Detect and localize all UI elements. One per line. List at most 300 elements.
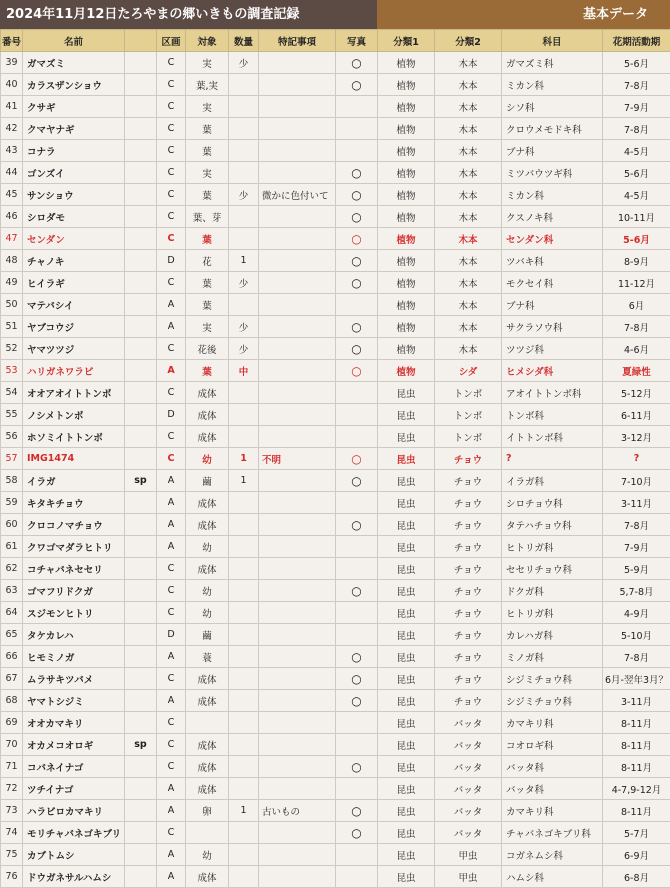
table-row	[1, 448, 670, 470]
cell-cat1: 昆虫	[378, 668, 435, 690]
cell-family: コオロギ科	[502, 734, 603, 756]
cell-area: C	[157, 206, 186, 228]
cell-area: A	[157, 646, 186, 668]
cell-note	[259, 404, 336, 426]
cell-photo: ○	[336, 228, 378, 250]
cell-cat2: 木本	[435, 96, 502, 118]
cell-target: 成体	[186, 514, 229, 536]
cell-area: C	[157, 448, 186, 470]
cell-sp	[125, 140, 157, 162]
cell-area: A	[157, 778, 186, 800]
cell-area: C	[157, 426, 186, 448]
cell-family: ハムシ科	[502, 866, 603, 888]
cell-name: クロコノマチョウ	[23, 514, 125, 536]
cell-season: 7-8月	[603, 646, 670, 668]
cell-family: ツバキ科	[502, 250, 603, 272]
cell-sp: sp	[125, 734, 157, 756]
cell-photo	[336, 382, 378, 404]
cell-name: キタキチョウ	[23, 492, 125, 514]
cell-note	[259, 492, 336, 514]
cell-cat2: チョウ	[435, 690, 502, 712]
cell-note	[259, 162, 336, 184]
cell-note	[259, 756, 336, 778]
cell-target: 実	[186, 96, 229, 118]
cell-target: 葉,実	[186, 74, 229, 96]
table-row	[1, 624, 670, 646]
table-row	[1, 426, 670, 448]
table-row	[1, 712, 670, 734]
col-header-sp	[125, 30, 157, 52]
cell-note	[259, 602, 336, 624]
cell-note	[259, 426, 336, 448]
cell-family: バッタ科	[502, 778, 603, 800]
cell-name: ハリガネワラビ	[23, 360, 125, 382]
cell-name: マテバシイ	[23, 294, 125, 316]
cell-photo: ○	[336, 756, 378, 778]
cell-area: A	[157, 800, 186, 822]
cell-area: A	[157, 866, 186, 888]
cell-note	[259, 206, 336, 228]
cell-name: ノシメトンボ	[23, 404, 125, 426]
cell-name: ガマズミ	[23, 52, 125, 74]
cell-area: A	[157, 514, 186, 536]
cell-season: 3-11月	[603, 690, 670, 712]
cell-note	[259, 844, 336, 866]
cell-area: A	[157, 492, 186, 514]
cell-no: 51	[1, 316, 23, 338]
cell-family: サクラソウ科	[502, 316, 603, 338]
cell-note	[259, 74, 336, 96]
cell-name: ツチイナゴ	[23, 778, 125, 800]
cell-qty	[229, 514, 259, 536]
cell-qty: 少	[229, 316, 259, 338]
cell-note	[259, 470, 336, 492]
cell-cat2: バッタ	[435, 822, 502, 844]
cell-name: ゴマフリドクガ	[23, 580, 125, 602]
cell-target	[186, 712, 229, 734]
cell-family: カレハガ科	[502, 624, 603, 646]
cell-cat2: バッタ	[435, 712, 502, 734]
cell-photo	[336, 140, 378, 162]
cell-photo	[336, 624, 378, 646]
cell-note	[259, 866, 336, 888]
cell-area: C	[157, 228, 186, 250]
cell-cat1: 植物	[378, 52, 435, 74]
cell-sp	[125, 118, 157, 140]
cell-season: 5-9月	[603, 558, 670, 580]
cell-target	[186, 822, 229, 844]
cell-area: A	[157, 470, 186, 492]
cell-season: 5-6月	[603, 228, 670, 250]
cell-qty	[229, 382, 259, 404]
cell-name: ムラサキツバメ	[23, 668, 125, 690]
cell-qty	[229, 690, 259, 712]
cell-cat1: 植物	[378, 228, 435, 250]
cell-sp	[125, 360, 157, 382]
cell-target: 幼	[186, 844, 229, 866]
cell-note	[259, 140, 336, 162]
cell-sp	[125, 404, 157, 426]
cell-family: シジミチョウ科	[502, 690, 603, 712]
cell-qty	[229, 118, 259, 140]
cell-target: 成体	[186, 734, 229, 756]
cell-cat1: 植物	[378, 360, 435, 382]
cell-cat1: 昆虫	[378, 822, 435, 844]
cell-no: 49	[1, 272, 23, 294]
cell-cat2: 木本	[435, 52, 502, 74]
table-row	[1, 580, 670, 602]
cell-name: ホソミイトトンボ	[23, 426, 125, 448]
cell-area: C	[157, 580, 186, 602]
cell-area: C	[157, 338, 186, 360]
cell-sp	[125, 250, 157, 272]
cell-qty: 1	[229, 800, 259, 822]
col-header-note: 特記事項	[259, 30, 336, 52]
cell-target: 実	[186, 52, 229, 74]
cell-no: 54	[1, 382, 23, 404]
cell-season: 8-11月	[603, 756, 670, 778]
table-row	[1, 756, 670, 778]
cell-sp	[125, 228, 157, 250]
cell-photo: ○	[336, 250, 378, 272]
cell-no: 60	[1, 514, 23, 536]
cell-family: ?	[502, 448, 603, 470]
cell-area: D	[157, 404, 186, 426]
cell-cat2: チョウ	[435, 514, 502, 536]
cell-target: 幼	[186, 536, 229, 558]
cell-cat2: 木本	[435, 162, 502, 184]
table-row	[1, 492, 670, 514]
cell-area: A	[157, 316, 186, 338]
cell-season: 8-9月	[603, 250, 670, 272]
cell-sp	[125, 338, 157, 360]
cell-no: 59	[1, 492, 23, 514]
cell-photo	[336, 712, 378, 734]
cell-target: 成体	[186, 426, 229, 448]
cell-sp	[125, 690, 157, 712]
cell-name: サンショウ	[23, 184, 125, 206]
cell-name: ドウガネサルハムシ	[23, 866, 125, 888]
cell-no: 56	[1, 426, 23, 448]
cell-target: 葉	[186, 360, 229, 382]
cell-area: C	[157, 162, 186, 184]
cell-season: 7-9月	[603, 96, 670, 118]
cell-note	[259, 250, 336, 272]
cell-sp	[125, 426, 157, 448]
cell-season: 4-5月	[603, 184, 670, 206]
cell-sp	[125, 646, 157, 668]
cell-note	[259, 272, 336, 294]
cell-photo	[336, 602, 378, 624]
cell-season: 5-7月	[603, 822, 670, 844]
cell-no: 50	[1, 294, 23, 316]
cell-note: 不明	[259, 448, 336, 470]
cell-target: 花	[186, 250, 229, 272]
cell-cat2: 木本	[435, 250, 502, 272]
cell-sp	[125, 514, 157, 536]
cell-photo	[336, 844, 378, 866]
cell-season: 6-8月	[603, 866, 670, 888]
cell-qty	[229, 734, 259, 756]
cell-cat1: 昆虫	[378, 580, 435, 602]
cell-area: C	[157, 822, 186, 844]
cell-season: ?	[603, 448, 670, 470]
table-row	[1, 646, 670, 668]
cell-family: クロウメモドキ科	[502, 118, 603, 140]
cell-photo: ○	[336, 206, 378, 228]
cell-season: 5,7-8月	[603, 580, 670, 602]
cell-name: クサギ	[23, 96, 125, 118]
table-row	[1, 74, 670, 96]
cell-cat1: 昆虫	[378, 800, 435, 822]
cell-qty	[229, 624, 259, 646]
table-row	[1, 272, 670, 294]
cell-qty	[229, 536, 259, 558]
cell-sp	[125, 184, 157, 206]
cell-cat1: 植物	[378, 316, 435, 338]
cell-qty	[229, 580, 259, 602]
cell-no: 66	[1, 646, 23, 668]
cell-area: A	[157, 844, 186, 866]
cell-note	[259, 52, 336, 74]
table-row	[1, 382, 670, 404]
cell-cat2: 木本	[435, 184, 502, 206]
cell-qty: 1	[229, 470, 259, 492]
cell-family: タテハチョウ科	[502, 514, 603, 536]
cell-qty	[229, 162, 259, 184]
table-row	[1, 316, 670, 338]
cell-family: ミツバウツギ科	[502, 162, 603, 184]
cell-cat2: チョウ	[435, 558, 502, 580]
cell-cat2: 木本	[435, 272, 502, 294]
cell-name: オオアオイトトンボ	[23, 382, 125, 404]
cell-note	[259, 316, 336, 338]
cell-area: C	[157, 734, 186, 756]
cell-qty: 少	[229, 52, 259, 74]
survey-table	[0, 29, 670, 888]
table-row	[1, 294, 670, 316]
cell-name: スジモンヒトリ	[23, 602, 125, 624]
cell-sp	[125, 536, 157, 558]
cell-sp	[125, 272, 157, 294]
cell-qty	[229, 844, 259, 866]
cell-no: 43	[1, 140, 23, 162]
cell-photo: ○	[336, 74, 378, 96]
cell-photo	[336, 778, 378, 800]
cell-sp	[125, 492, 157, 514]
cell-season: 4-7,9-12月	[603, 778, 670, 800]
page-title: 2024年11月12日たろやまの郷いきもの調査記録	[0, 0, 377, 29]
cell-target: 成体	[186, 382, 229, 404]
cell-qty	[229, 646, 259, 668]
cell-cat1: 昆虫	[378, 404, 435, 426]
table-row	[1, 822, 670, 844]
cell-cat2: チョウ	[435, 448, 502, 470]
cell-cat1: 昆虫	[378, 646, 435, 668]
cell-name: コバネイナゴ	[23, 756, 125, 778]
cell-no: 75	[1, 844, 23, 866]
cell-family: バッタ科	[502, 756, 603, 778]
cell-family: ブナ科	[502, 140, 603, 162]
cell-cat2: チョウ	[435, 624, 502, 646]
cell-no: 72	[1, 778, 23, 800]
cell-name: コナラ	[23, 140, 125, 162]
cell-name: ヤブコウジ	[23, 316, 125, 338]
cell-sp	[125, 96, 157, 118]
table-row	[1, 404, 670, 426]
cell-qty	[229, 866, 259, 888]
cell-season: 8-11月	[603, 800, 670, 822]
cell-qty	[229, 668, 259, 690]
cell-cat2: トンボ	[435, 404, 502, 426]
cell-area: C	[157, 756, 186, 778]
cell-cat1: 昆虫	[378, 624, 435, 646]
cell-name: カブトムシ	[23, 844, 125, 866]
cell-target: 葉	[186, 272, 229, 294]
cell-cat1: 昆虫	[378, 558, 435, 580]
cell-cat2: バッタ	[435, 800, 502, 822]
cell-cat1: 植物	[378, 140, 435, 162]
cell-name: センダン	[23, 228, 125, 250]
col-header-no: 番号	[1, 30, 23, 52]
cell-note	[259, 294, 336, 316]
cell-season: 5-12月	[603, 382, 670, 404]
cell-area: C	[157, 118, 186, 140]
cell-cat2: シダ	[435, 360, 502, 382]
cell-family: シジミチョウ科	[502, 668, 603, 690]
table-row	[1, 866, 670, 888]
cell-season: 6月-翌年3月？	[603, 668, 670, 690]
cell-target: 幼	[186, 580, 229, 602]
cell-cat2: バッタ	[435, 778, 502, 800]
cell-name: クワゴマダラヒトリ	[23, 536, 125, 558]
cell-photo: ○	[336, 52, 378, 74]
cell-photo	[336, 118, 378, 140]
cell-sp	[125, 800, 157, 822]
cell-family: ガマズミ科	[502, 52, 603, 74]
cell-family: チャバネゴキブリ科	[502, 822, 603, 844]
cell-photo: ○	[336, 162, 378, 184]
table-row	[1, 778, 670, 800]
cell-family: クスノキ科	[502, 206, 603, 228]
cell-family: ミノガ科	[502, 646, 603, 668]
cell-sp	[125, 162, 157, 184]
cell-season: 7-10月	[603, 470, 670, 492]
cell-family: モクセイ科	[502, 272, 603, 294]
table-row	[1, 360, 670, 382]
cell-no: 63	[1, 580, 23, 602]
cell-photo: ○	[336, 668, 378, 690]
cell-season: 6月	[603, 294, 670, 316]
cell-cat1: 昆虫	[378, 734, 435, 756]
cell-no: 67	[1, 668, 23, 690]
cell-family: シロチョウ科	[502, 492, 603, 514]
cell-qty: 少	[229, 338, 259, 360]
cell-name: クマヤナギ	[23, 118, 125, 140]
cell-note	[259, 228, 336, 250]
cell-cat2: 木本	[435, 316, 502, 338]
cell-target: 蓑	[186, 646, 229, 668]
table-row	[1, 668, 670, 690]
table-row	[1, 558, 670, 580]
cell-target: 葉、芽	[186, 206, 229, 228]
table-header-row	[1, 30, 670, 52]
cell-cat1: 昆虫	[378, 778, 435, 800]
table-row	[1, 602, 670, 624]
cell-season: 7-8月	[603, 514, 670, 536]
cell-area: A	[157, 690, 186, 712]
cell-photo	[336, 404, 378, 426]
cell-cat1: 昆虫	[378, 536, 435, 558]
cell-no: 41	[1, 96, 23, 118]
cell-note	[259, 558, 336, 580]
cell-note	[259, 118, 336, 140]
cell-qty	[229, 294, 259, 316]
cell-area: C	[157, 140, 186, 162]
cell-season: 5-10月	[603, 624, 670, 646]
cell-cat2: トンボ	[435, 426, 502, 448]
cell-family: ドクガ科	[502, 580, 603, 602]
cell-cat1: 植物	[378, 294, 435, 316]
cell-qty	[229, 140, 259, 162]
cell-photo	[336, 734, 378, 756]
cell-photo: ○	[336, 316, 378, 338]
cell-no: 64	[1, 602, 23, 624]
cell-note	[259, 624, 336, 646]
col-header-cat2: 分類2	[435, 30, 502, 52]
cell-no: 69	[1, 712, 23, 734]
cell-cat1: 昆虫	[378, 514, 435, 536]
cell-sp	[125, 558, 157, 580]
cell-qty	[229, 756, 259, 778]
table-body	[1, 52, 670, 888]
cell-no: 46	[1, 206, 23, 228]
cell-note	[259, 514, 336, 536]
cell-area: C	[157, 712, 186, 734]
cell-cat2: 木本	[435, 118, 502, 140]
col-header-qty: 数量	[229, 30, 259, 52]
cell-cat1: 植物	[378, 184, 435, 206]
cell-cat1: 昆虫	[378, 448, 435, 470]
cell-name: カラスザンショウ	[23, 74, 125, 96]
cell-name: オオカマキリ	[23, 712, 125, 734]
cell-name: コチャバネセセリ	[23, 558, 125, 580]
cell-family: トンボ科	[502, 404, 603, 426]
cell-cat1: 昆虫	[378, 866, 435, 888]
cell-family: センダン科	[502, 228, 603, 250]
cell-name: ゴンズイ	[23, 162, 125, 184]
cell-season: 夏緑性	[603, 360, 670, 382]
cell-cat2: 甲虫	[435, 844, 502, 866]
cell-photo: ○	[336, 448, 378, 470]
table-row	[1, 690, 670, 712]
cell-no: 61	[1, 536, 23, 558]
cell-season: 7-8月	[603, 316, 670, 338]
cell-target: 幼	[186, 602, 229, 624]
col-header-area: 区画	[157, 30, 186, 52]
cell-season: 8-11月	[603, 734, 670, 756]
cell-family: ミカン科	[502, 74, 603, 96]
cell-area: C	[157, 96, 186, 118]
cell-season: 7-9月	[603, 536, 670, 558]
cell-note	[259, 382, 336, 404]
cell-photo: ○	[336, 646, 378, 668]
cell-cat2: バッタ	[435, 734, 502, 756]
cell-photo: ○	[336, 822, 378, 844]
table-row	[1, 162, 670, 184]
cell-family: イトトンボ科	[502, 426, 603, 448]
cell-photo: ○	[336, 514, 378, 536]
